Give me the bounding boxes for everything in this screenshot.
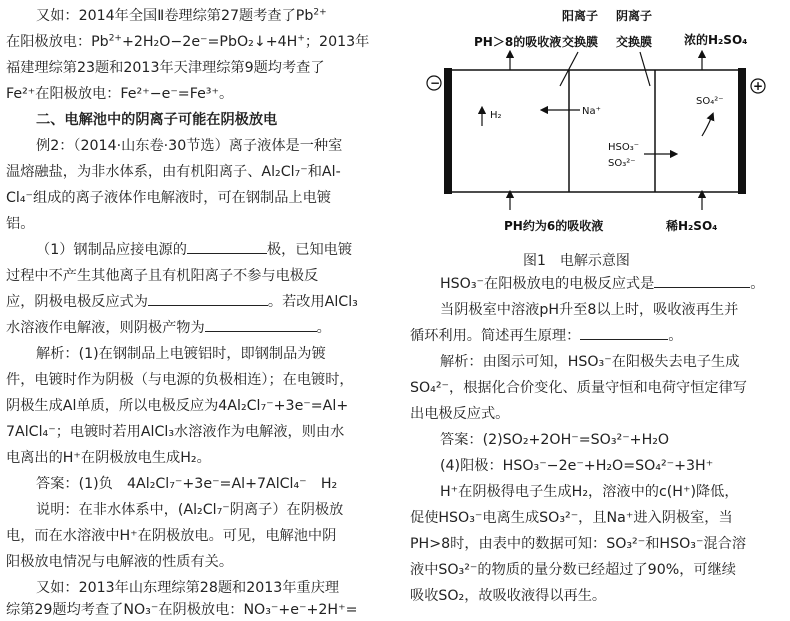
text-line: 液中SO₃²⁻的物质的量分数已经超过了90%，可继续	[410, 562, 736, 578]
text-line: 例2：（2014·山东卷·30节选）离子液体是一种室	[36, 138, 343, 154]
question-line: 水溶液作电解液，则阴极产物为 。	[6, 320, 331, 336]
text-line: 阴极生成Al单质，所以电极反应为4Al₂Cl₇⁻+3e⁻=Al+	[6, 398, 349, 414]
text-line: 解析：由图示可知，HSO₃⁻在阳极失去电子生成	[440, 354, 740, 370]
text-line: 出电极反应式。	[410, 406, 510, 422]
h2-label: H₂	[490, 110, 502, 121]
text-line: 综第29题均考查了NO₃⁻在阴极放电：NO₃⁻+e⁻+2H⁺=	[6, 602, 358, 618]
text-line: 7AlCl₄⁻；电镀时若用AlCl₃水溶液作为电解液，则由水	[6, 424, 345, 440]
cation-membrane-label: 阳离子	[562, 9, 599, 23]
cathode-electrode	[444, 68, 452, 194]
text-line: 铝。	[6, 216, 35, 232]
text-line: 电离出的H⁺在阴极放电生成H₂。	[6, 450, 211, 466]
text-line: 电，而在水溶液中H⁺在阴极放电。可见，电解池中阴	[6, 528, 337, 544]
text-line: H⁺在阴极得电子生成H₂，溶液中的c(H⁺)降低，	[440, 484, 739, 500]
conc-h2so4-label: 浓的H₂SO₄	[684, 33, 748, 47]
figure-caption: 图1 电解示意图	[523, 253, 630, 269]
so4-label: SO₄²⁻	[696, 96, 724, 107]
anode-electrode	[738, 68, 746, 194]
answer-blank	[205, 319, 317, 332]
na-label: Na⁺	[582, 106, 601, 117]
so3-label: SO₃²⁻	[608, 158, 636, 169]
text-line: 温熔融盐，为非水体系，由有机阳离子、Al₂Cl₇⁻和Al-	[6, 164, 341, 180]
question-line: 应，阴极电极反应式为 。若改用AlCl₃	[6, 294, 358, 310]
answer-blank	[187, 241, 267, 254]
text-line: 又如：2013年山东理综第28题和2013年重庆理	[36, 580, 340, 596]
electrolysis-diagram	[412, 4, 784, 244]
text-line: 阳极放电情况与电解液的性质有关。	[6, 554, 234, 570]
text-line: 促使HSO₃⁻电离生成SO₃²⁻，且Na⁺进入阴极室，当	[410, 510, 733, 526]
text-line: PH>8时，由表中的数据可知：SO₃²⁻和HSO₃⁻混合溶	[410, 536, 747, 552]
question-line: （1）钢制品应接电源的 极，已知电镀	[36, 242, 353, 258]
hso3-label: HSO₃⁻	[608, 142, 640, 153]
text-line: SO₄²⁻，根据化合价变化、质量守恒和电荷守恒定律写	[410, 380, 747, 396]
question-line: HSO₃⁻在阳极放电的电极反应式是 。	[440, 276, 765, 292]
exchange-membrane-label-1: 交换膜	[562, 35, 599, 49]
anion-membrane-label: 阴离子	[616, 9, 653, 23]
answer-blank	[654, 275, 750, 288]
ph6-label: PH约为6的吸收液	[504, 219, 604, 233]
so4-arrow	[702, 116, 712, 136]
exchange-membrane-label-2: 交换膜	[616, 35, 653, 49]
svg-text:+: +	[753, 79, 764, 93]
answer-line: 答案：(2)SO₂+2OH⁻=SO₃²⁻+H₂O	[440, 432, 670, 448]
text-line: Cl₄⁻组成的离子液体作电解液时，可在钢制品上电镀	[6, 190, 331, 206]
svg-text:−: −	[430, 76, 441, 90]
text-line: 又如：2014年全国Ⅱ卷理综第27题考查了$Pb^{2+}$	[36, 7, 327, 24]
text-line: 说明：在非水体系中，(Al₂Cl₇⁻阴离子）在阴极放	[36, 502, 344, 518]
text-line: 吸收SO₂，故吸收液得以再生。	[410, 588, 607, 604]
text-line: 当阴极室中溶液pH升至8以上时，吸收液再生并	[440, 302, 739, 318]
answer-line: (4)阳极：HSO₃⁻−2e⁻+H₂O=SO₄²⁻+3H⁺	[440, 458, 714, 474]
answer-blank	[148, 293, 268, 306]
answer-line: 答案：(1)负 4Al₂Cl₇⁻+3e⁻=Al+7AlCl₄⁻ H₂	[36, 476, 338, 492]
answer-blank	[580, 327, 668, 340]
text-line: 解析：(1)在钢制品上电镀铝时，即钢制品为镀	[36, 346, 326, 362]
text-line: 福建理综第23题和2013年天津理综第9题均考查了	[6, 60, 325, 76]
ph8-label: PH＞8的吸收液	[474, 35, 562, 49]
text-line: 件，电镀时作为阴极（与电源的负极相连）；在电镀时，	[6, 372, 354, 388]
text-line: 过程中不产生其他离子且有机阳离子不参与电极反	[6, 268, 319, 284]
section-heading: 二、电解池中的阴离子可能在阴极放电	[36, 112, 278, 128]
question-line: 循环利用。简述再生原理： 。	[410, 328, 683, 344]
dilute-h2so4-label: 稀H₂SO₄	[666, 219, 718, 233]
text-line: 在阳极放电：$Pb^{2+}+2H_2O-2e^-=PbO_2↓+4H^+$；2013年	[6, 33, 370, 50]
text-line: Fe²⁺在阳极放电：Fe²⁺−e⁻=Fe³⁺。	[6, 86, 234, 102]
